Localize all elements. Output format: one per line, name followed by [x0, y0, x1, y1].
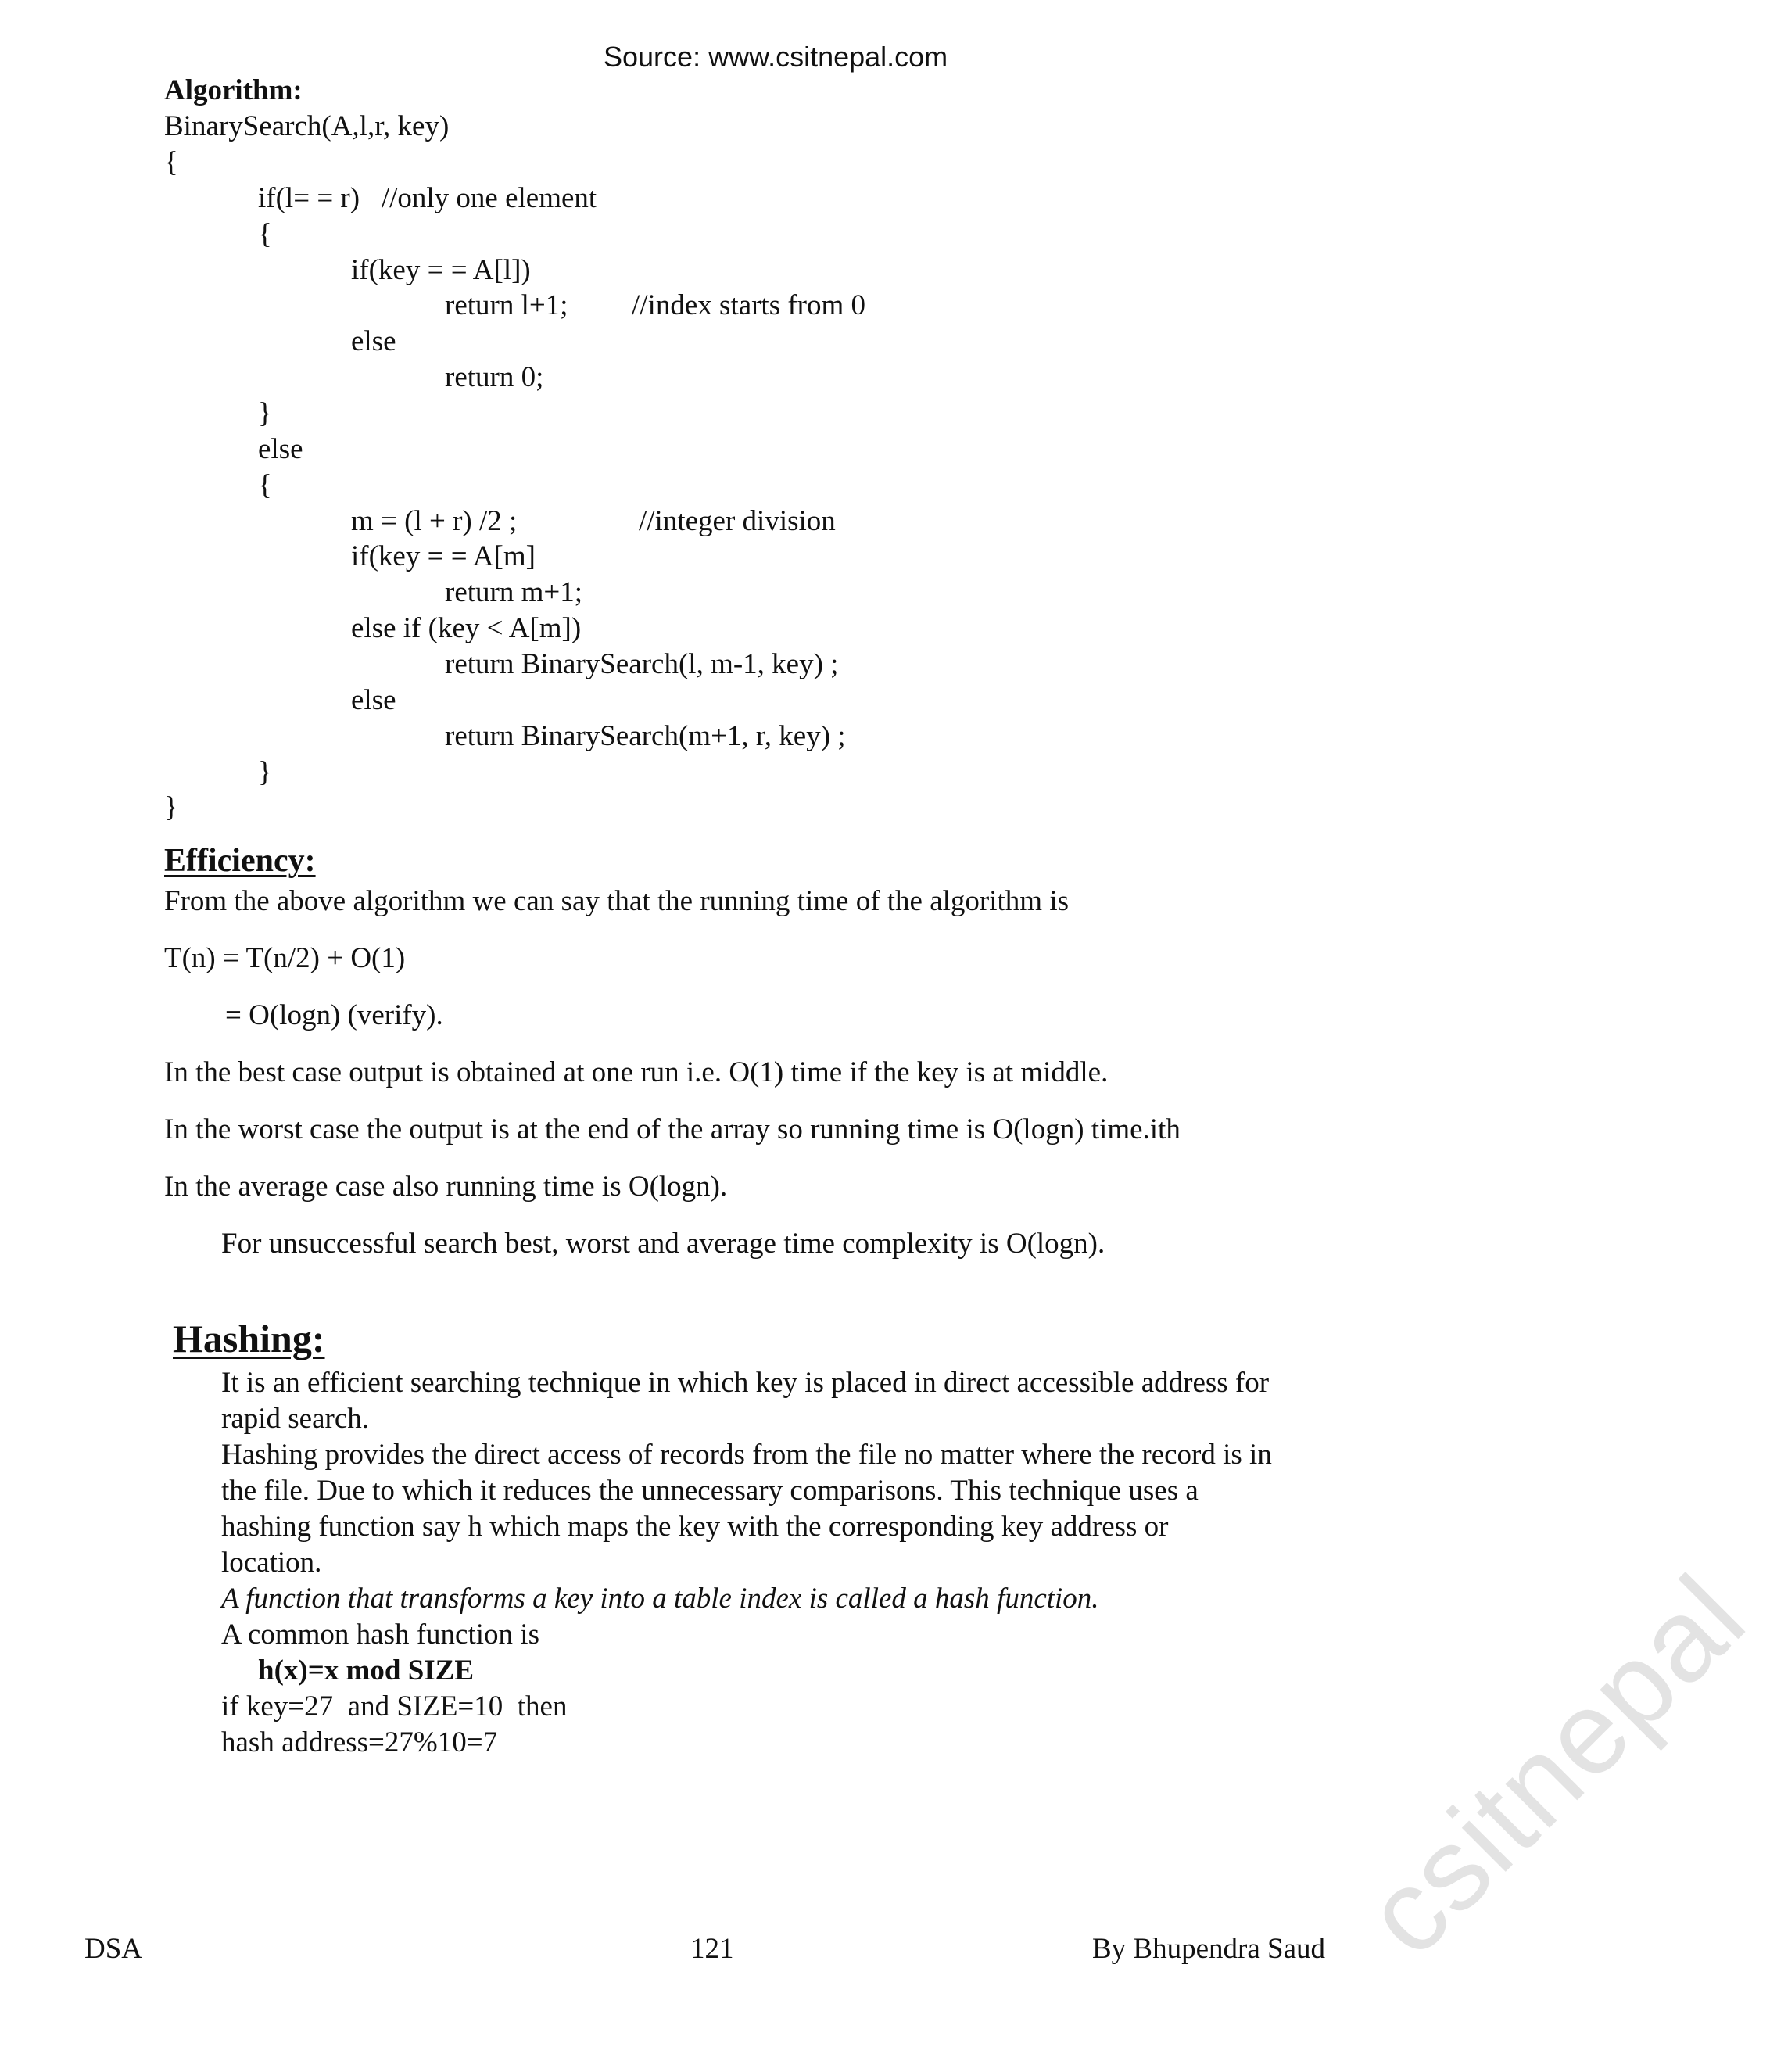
efficiency-equation: = O(logn) (verify).	[225, 999, 443, 1031]
code-comment: //index starts from 0	[632, 289, 866, 321]
footer-course: DSA	[84, 1933, 143, 1965]
code-line: else	[351, 325, 396, 357]
code-line: return 0;	[445, 361, 544, 393]
code-line: if(l= = r) //only one element	[258, 182, 597, 214]
code-line: return BinarySearch(m+1, r, key) ;	[445, 720, 846, 752]
code-line: return m+1;	[445, 576, 583, 608]
code-line: else	[351, 684, 396, 716]
footer-author: By Bhupendra Saud	[1092, 1933, 1326, 1965]
code-line: BinarySearch(A,l,r, key)	[164, 110, 450, 142]
efficiency-text: In the worst case the output is at the end of the array so running time is O(logn) time.ith	[164, 1113, 1181, 1145]
hashing-text: the file. Due to which it reduces the unnecessary comparisons. This technique uses a	[221, 1475, 1199, 1507]
hashing-example: hash address=27%10=7	[221, 1726, 498, 1758]
hashing-text: It is an efficient searching technique in which key is placed in direct accessible address for	[221, 1367, 1270, 1399]
efficiency-text: For unsuccessful search best, worst and average time complexity is O(logn).	[221, 1228, 1105, 1260]
code-line: m = (l + r) /2 ;	[351, 505, 518, 537]
hashing-text: A common hash function is	[221, 1619, 539, 1651]
efficiency-text: From the above algorithm we can say that the running time of the algorithm is	[164, 885, 1070, 917]
code-line: if(key = = A[m]	[351, 540, 536, 572]
efficiency-text: In the average case also running time is O(logn).	[164, 1170, 728, 1203]
hashing-heading: Hashing:	[173, 1317, 325, 1360]
page-number: 121	[690, 1933, 734, 1965]
algorithm-heading: Algorithm:	[164, 74, 303, 106]
code-line: }	[164, 791, 178, 823]
code-line: }	[258, 756, 272, 788]
efficiency-text: In the best case output is obtained at one run i.e. O(1) time if the key is at middle.	[164, 1056, 1109, 1088]
hash-formula: h(x)=x mod SIZE	[258, 1654, 475, 1687]
code-line: {	[258, 469, 272, 501]
source-header: Source: www.csitnepal.com	[604, 41, 948, 73]
code-line: }	[258, 397, 272, 429]
hashing-text: location.	[221, 1547, 322, 1579]
code-line: else	[258, 433, 303, 465]
hashing-text: Hashing provides the direct access of records from the file no matter where the record is in	[221, 1439, 1272, 1471]
hash-function-definition: A function that transforms a key into a table index is called a hash function.	[221, 1583, 1099, 1615]
hashing-example: if key=27 and SIZE=10 then	[221, 1690, 568, 1722]
code-line: return BinarySearch(l, m-1, key) ;	[445, 648, 839, 680]
code-comment: //integer division	[639, 505, 836, 537]
code-line: if(key = = A[l])	[351, 254, 531, 286]
efficiency-heading: Efficiency:	[164, 843, 316, 879]
code-line: {	[258, 218, 272, 250]
hashing-text: hashing function say h which maps the key with the corresponding key address or	[221, 1511, 1169, 1543]
code-line: else if (key < A[m])	[351, 612, 582, 644]
efficiency-equation: T(n) = T(n/2) + O(1)	[164, 942, 406, 974]
hashing-text: rapid search.	[221, 1403, 370, 1435]
watermark: csitnepal	[1339, 1550, 1770, 1981]
code-line: {	[164, 146, 178, 178]
code-line: return l+1;	[445, 289, 568, 321]
